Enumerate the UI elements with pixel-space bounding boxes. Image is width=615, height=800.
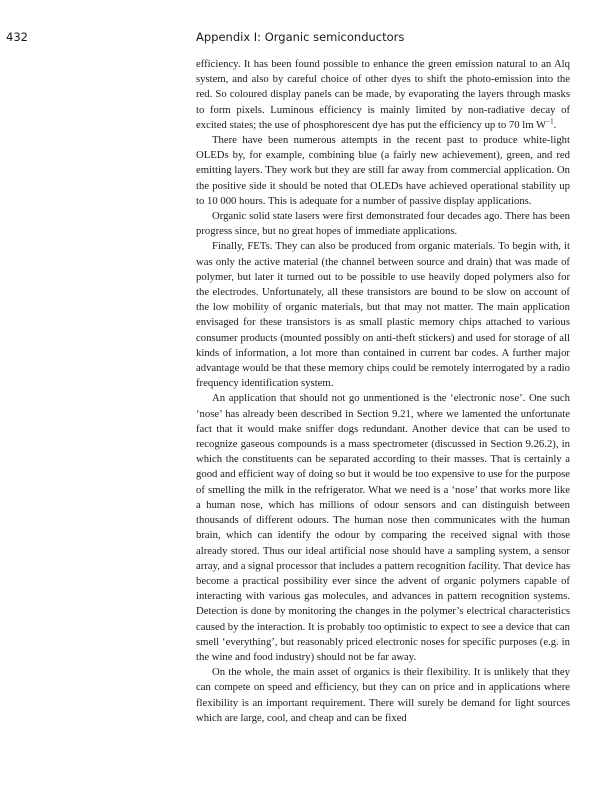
paragraph-efficiency-continuation (196, 57, 570, 133)
paragraph-fets: Finally, FETs. They can also be produced from organic materials. To begin with, it was only the active material (the channel between source and drain) that was made of polymer, but later it turned out to be possible to use heavily doped polymers also for the electrodes. Unfortunately, all these transistors are bound to be slow on account of the low mobility of organic materials, but that may not matter. The main application envisaged for these transistors is as small plastic memory chips attached to various consumer products (mounted possibly on anti-theft stickers) and used for storage of all kinds of information, a lot more than contained in current bar codes. A further major advantage would be that these memory chips could be remotely interrogated by a radio frequency identification system. (196, 240, 570, 390)
paragraph-conclusion: On the whole, the main asset of organics is their flexibility. It is unlikely that they can compete on speed and efficiency, but they can on price and in applications where flexibility is an important requirement. There will surely be demand for light sources which are large, cool, and cheap and can be fixed (196, 666, 570, 724)
paragraph-end: . (553, 118, 557, 131)
running-title: Appendix I: Organic semiconductors (196, 30, 405, 44)
paragraph-lasers: Organic solid state lasers were first demonstrated four decades ago. There has been progress since, but no great hopes of immediate applications. (196, 210, 570, 238)
paragraph-text: efficiency. It has been found possible to enhance the green emission natural to an Alq system, and also by careful choice of other dyes to shift the photo-emission into the red. So coloured display panels can be made, by evaporating the layers through masks to form pixels. Luminous efficiency is mainly limited by non-radiative decay of excited states; the use of phosphorescent dye has put the efficiency up to 70 lm W (196, 58, 570, 131)
page-number: 432 (6, 30, 28, 44)
body-text (196, 57, 570, 726)
paragraph-white-oleds: There have been numerous attempts in the recent past to produce white-light OLEDs by, for example, combining blue (a fairly new achievement), green, and red emitting layers. They work but they are still far away from commercial application. On the positive side it should be noted that OLEDs have achieved operational stability up to 10 000 hours. This is adequate for a number of passive display applications. (196, 134, 570, 207)
unit-exponent: −1 (546, 117, 554, 126)
paragraph-electronic-nose: An application that should not go unmentioned is the ‘electronic nose’. One such ‘nose’ has already been described in Section 9.21, where we lamented the unfortunate fact that it would make sniffer dogs redundant. Another device that can be used to recognize gaseous compounds is a mass spectrometer (discussed in Section 9.26.2), in which the constituents can be separated according to their masses. That is certainly a good and efficient way of doing so but it would be too expensive to use for the purpose of smelling the milk in the refrigerator. What we need is a ‘nose’ that works more like a human nose, which has millions of odour sensors and can distinguish between thousands of different odours. The human nose then communicates with the human brain, which can identify the odour by comparing the received signal with those already stored. Thus our ideal artificial nose should have a sampling system, a sensor array, and a signal processor that includes a pattern recognition facility. That device has become a practical possibility ever since the advent of organic polymers capable of interacting with various gas molecules, and advances in pattern recognition systems. Detection is done by monitoring the changes in the polymer’s electrical characteristics caused by the interaction. It is probably too optimistic to expect to see a device that can smell ‘everything’, but reasonably priced electronic noses for specific purposes (e.g. in the wine and food industry) should not be far away. (196, 392, 570, 663)
